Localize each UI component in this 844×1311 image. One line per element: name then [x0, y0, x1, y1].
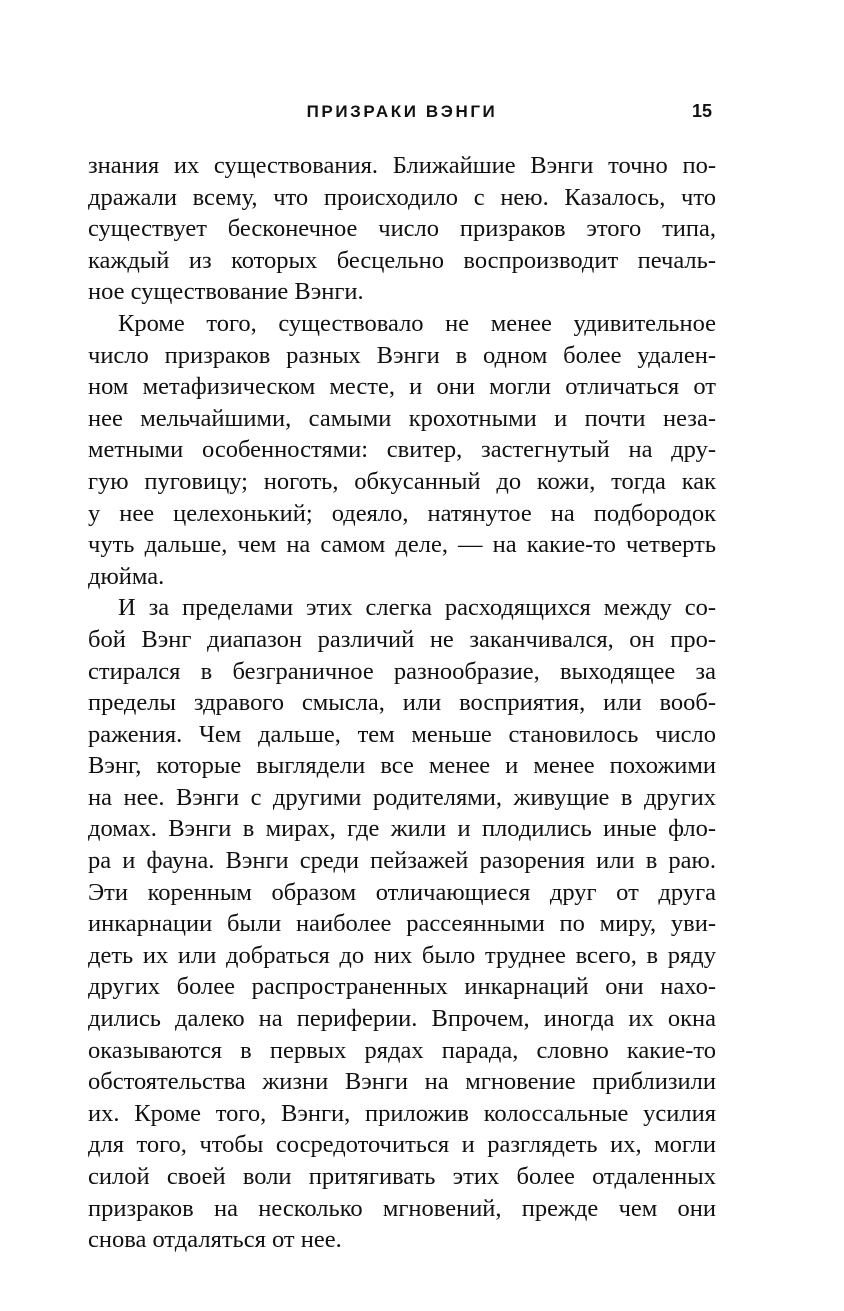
text-line: силой своей воли притягивать этих более отдаленных	[88, 1163, 716, 1190]
text-line: других более распространенных инкарнаций они нахо-	[88, 973, 716, 1001]
text-line: ражения. Чем дальше, тем меньше становилось число	[88, 720, 716, 748]
text-line: стирался в безграничное разнообразие, выходящее за	[88, 657, 716, 685]
text-line: метными особенностями: свитер, застегнутый на дру-	[88, 436, 716, 464]
text-line: дюйма.	[88, 562, 165, 590]
body-text	[88, 150, 716, 1256]
text-line: обстоятельства жизни Вэнги на мгновение приблизили	[88, 1068, 716, 1096]
running-title: ПРИЗРАКИ ВЭНГИ	[306, 102, 498, 121]
text-line: деть их или добраться до них было труднее всего, в ряду	[88, 941, 716, 969]
text-line: для того, чтобы сосредоточиться и разглядеть их, могли	[88, 1131, 716, 1159]
text-line: ра и фауна. Вэнги среди пейзажей разорения или в раю.	[88, 847, 716, 875]
text-line: у нее целехонький; одеяло, натянутое на подбородок	[88, 499, 716, 527]
text-line: дражали всему, что происходило с нею. Казалось, что	[88, 183, 716, 211]
text-line: на нее. Вэнги с другими родителями, живущие в других	[88, 783, 716, 811]
text-line: каждый из которых бесцельно воспроизводит печаль-	[88, 246, 716, 274]
text-line: дились далеко на периферии. Впрочем, иногда их окна	[88, 1005, 716, 1033]
paragraph	[88, 308, 716, 592]
text-line: домах. Вэнги в мирах, где жили и плодились иные фло-	[88, 815, 716, 843]
text-line: гую пуговицу; ноготь, обкусанный до кожи, тогда как	[88, 467, 716, 495]
text-line: оказываются в первых рядах парада, словно какие-то	[88, 1036, 716, 1064]
text-line: Эти коренным образом отличающиеся друг от друга	[88, 878, 716, 906]
text-line: бой Вэнг диапазон различий не заканчивался, он про-	[88, 625, 716, 653]
text-line: инкарнации были наиболее рассеянными по миру, уви-	[88, 910, 716, 938]
text-line: знания их существования. Ближайшие Вэнги точно по-	[88, 152, 716, 179]
text-line: их. Кроме того, Вэнги, приложив колоссальные усилия	[88, 1099, 716, 1127]
text-line: чуть дальше, чем на самом деле, — на какие-то четверть	[88, 531, 716, 559]
paragraph	[88, 592, 716, 1255]
text-line: ном метафизическом месте, и они могли отличаться от	[88, 373, 716, 401]
text-line: Вэнг, которые выглядели все менее и менее похожими	[88, 752, 716, 780]
text-line: призраков на несколько мгновений, прежде чем они	[88, 1194, 716, 1222]
text-line: ное существование Вэнги.	[88, 278, 364, 306]
text-line: нее мельчайшими, самыми крохотными и почти неза-	[88, 404, 716, 432]
page-number: 15	[691, 101, 712, 121]
running-header	[88, 98, 716, 132]
text-line: пределы здравого смысла, или восприятия, или вооб-	[88, 689, 716, 717]
text-line: Кроме того, существовало не менее удивительное	[118, 309, 716, 337]
text-line: существует бесконечное число призраков этого типа,	[88, 215, 716, 243]
text-line: число призраков разных Вэнги в одном более удален-	[88, 341, 716, 369]
text-line: снова отдаляться от нее.	[88, 1226, 342, 1254]
text-line: И за пределами этих слегка расходящихся между со-	[118, 594, 716, 622]
paragraph	[88, 150, 716, 308]
